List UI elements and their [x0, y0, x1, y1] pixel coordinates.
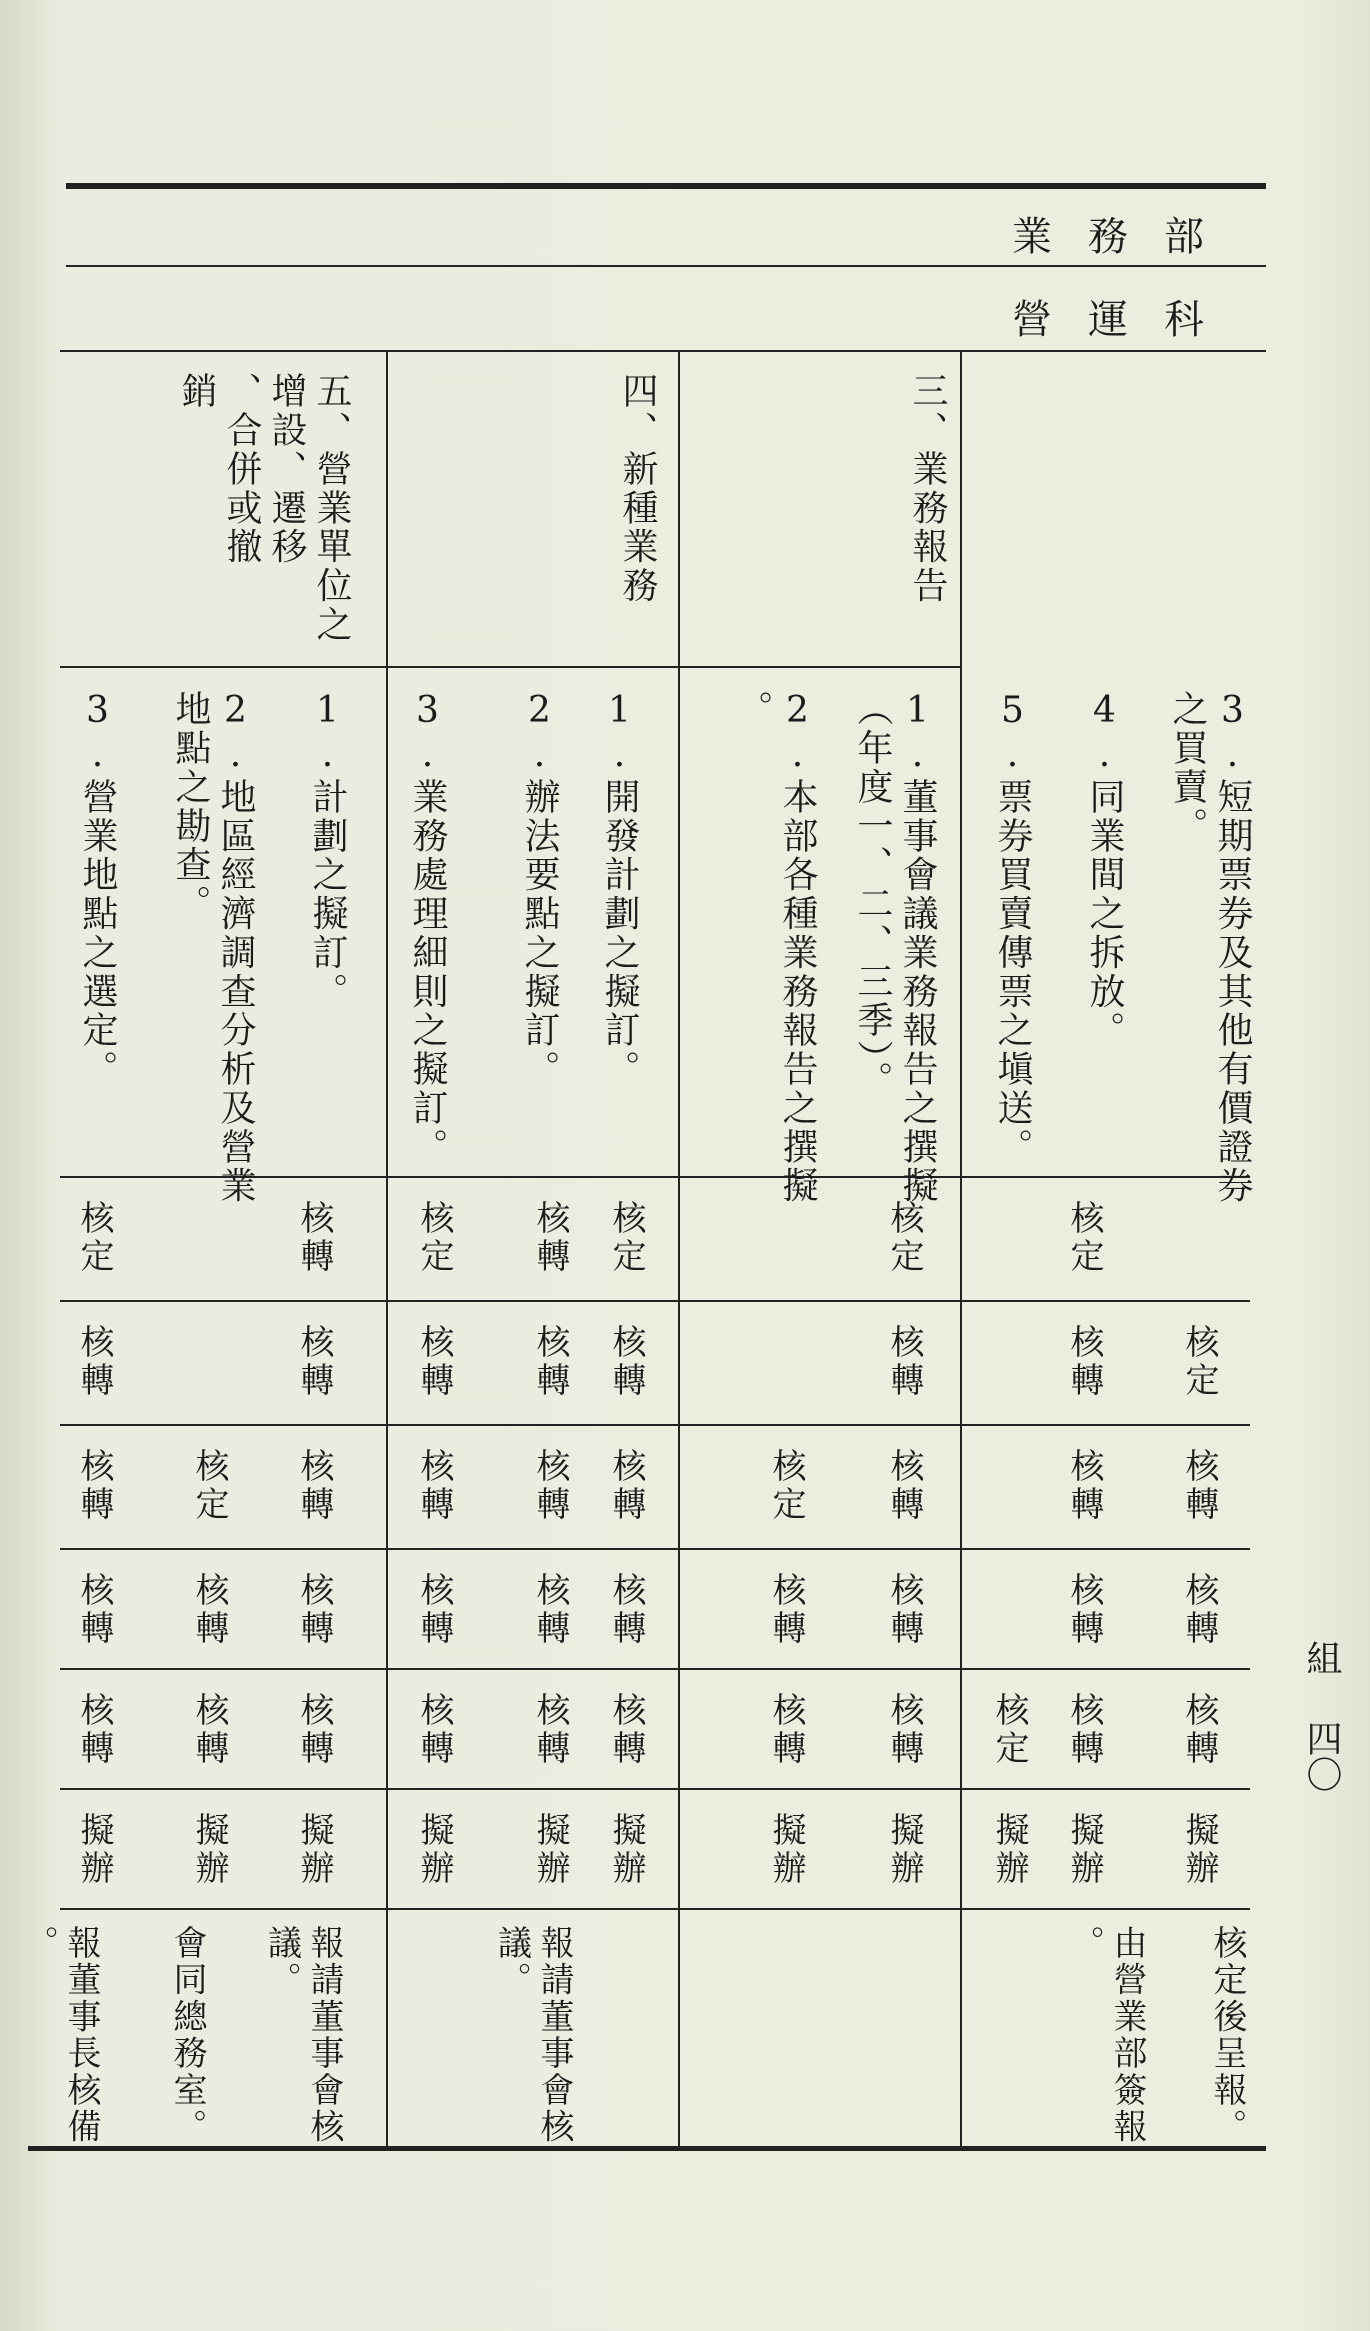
margin-mark-page: 四〇 — [1301, 1720, 1342, 1792]
approval-cell: 擬辦 — [1064, 1812, 1104, 1889]
approval-cell: 核轉 — [1179, 1572, 1219, 1649]
approval-cell: 核轉 — [294, 1200, 334, 1277]
approval-cell: 核轉 — [189, 1572, 229, 1649]
approval-cell: 核轉 — [606, 1324, 646, 1401]
approval-cell: 核轉 — [294, 1692, 334, 1769]
approval-cell: 擬辦 — [74, 1812, 114, 1889]
approval-cell: 核轉 — [1064, 1572, 1104, 1649]
approval-cell: 擬辦 — [606, 1812, 646, 1889]
approval-cell: 核轉 — [1064, 1448, 1104, 1525]
col-4-item-3: 3.業務處理細則之擬訂。 — [407, 690, 448, 1167]
col-2-item-4: 4.同業間之拆放。 — [1084, 690, 1125, 1050]
col-3-item-2: 2.本部各種業務報告之撰擬 。 — [732, 690, 818, 1206]
approval-cell: 核轉 — [606, 1692, 646, 1769]
col-divider-1 — [960, 352, 962, 2148]
col-5-item-2: 2.地區經濟調查分析及營業 地點之勘查。 — [170, 690, 256, 1206]
level-rule-1 — [60, 1300, 1250, 1302]
approval-cell: 擬辦 — [989, 1812, 1029, 1889]
approval-cell: 核轉 — [530, 1448, 570, 1525]
approval-cell: 核定 — [989, 1692, 1029, 1769]
approval-cell: 核轉 — [1064, 1324, 1104, 1401]
col-5-note-3: 報董事長核備 。 — [18, 1925, 101, 2146]
approval-cell: 核轉 — [294, 1324, 334, 1401]
approval-cell: 核轉 — [606, 1572, 646, 1649]
approval-cell: 核定 — [414, 1200, 454, 1277]
col-4-item-2: 2.辦法要點之擬訂。 — [519, 690, 560, 1089]
col-divider-2 — [678, 352, 680, 2148]
approval-cell: 核轉 — [74, 1572, 114, 1649]
approval-cell: 核轉 — [414, 1324, 454, 1401]
approval-cell: 核轉 — [294, 1448, 334, 1525]
department-label: 業務部 — [1012, 214, 1240, 260]
col-5-note-1: 報請董事會核 議。 — [261, 1925, 344, 2146]
level-rule-5 — [60, 1788, 1250, 1790]
col-2-item-3: 3.短期票券及其他有價證券 之買賣。 — [1167, 690, 1253, 1206]
approval-cell: 核定 — [1179, 1324, 1219, 1401]
approval-cell: 核轉 — [884, 1572, 924, 1649]
approval-cell: 核轉 — [414, 1692, 454, 1769]
approval-cell: 核轉 — [294, 1572, 334, 1649]
col-5-note-2: 會同總務室。 — [167, 1925, 207, 2146]
col-5-title: 五、營業單位之 增設、遷移 、合併或撤 銷 — [176, 372, 352, 645]
col-2-note-4: 由營業部簽報 。 — [1064, 1925, 1147, 2146]
approval-cell: 核轉 — [74, 1692, 114, 1769]
header-rule-2 — [60, 350, 1266, 352]
col-4-item-1: 1.開發計劃之擬訂。 — [599, 690, 640, 1089]
approval-cell: 核轉 — [884, 1324, 924, 1401]
approval-cell: 核定 — [606, 1200, 646, 1277]
approval-cell: 擬辦 — [766, 1812, 806, 1889]
approval-cell: 核轉 — [414, 1572, 454, 1649]
bottom-rule — [28, 2146, 1266, 2151]
approval-cell: 核定 — [884, 1200, 924, 1277]
col-5-item-3: 3.營業地點之選定。 — [77, 690, 118, 1089]
approval-cell: 核轉 — [414, 1448, 454, 1525]
level-rule-2 — [60, 1424, 1250, 1426]
approval-cell: 核轉 — [884, 1692, 924, 1769]
approval-cell: 核轉 — [1064, 1692, 1104, 1769]
approval-cell: 核轉 — [74, 1448, 114, 1525]
approval-cell: 核轉 — [74, 1324, 114, 1401]
approval-cell: 核轉 — [1179, 1448, 1219, 1525]
col-divider-3 — [386, 352, 388, 2148]
top-rule — [66, 183, 1266, 189]
approval-cell: 擬辦 — [414, 1812, 454, 1889]
approval-cell: 擬辦 — [189, 1812, 229, 1889]
approval-cell: 核轉 — [530, 1572, 570, 1649]
approval-cell: 擬辦 — [530, 1812, 570, 1889]
level-rule-3 — [60, 1548, 1250, 1550]
col-3-title: 三、業務報告 — [907, 372, 948, 606]
col-2-item-5: 5.票券買賣傳票之塡送。 — [992, 690, 1033, 1167]
approval-cell: 核定 — [766, 1448, 806, 1525]
approval-cell: 擬辦 — [884, 1812, 924, 1889]
col-2-note-3: 核定後呈報。 — [1207, 1925, 1247, 2146]
level-rule-6 — [60, 1908, 1250, 1910]
approval-cell: 核定 — [189, 1448, 229, 1525]
level-rule-4 — [60, 1668, 1250, 1670]
approval-cell: 核轉 — [530, 1324, 570, 1401]
col-5-item-1: 1.計劃之擬訂。 — [307, 690, 348, 1012]
approval-cell: 核轉 — [766, 1692, 806, 1769]
approval-cell: 核轉 — [606, 1448, 646, 1525]
approval-cell: 核轉 — [1179, 1692, 1219, 1769]
approval-cell: 核轉 — [766, 1572, 806, 1649]
section-label: 營運科 — [1012, 297, 1240, 343]
approval-cell: 核轉 — [530, 1692, 570, 1769]
col-3-item-1: 1.董事會議業務報告之撰擬 （年度一、二、三季）。 — [852, 690, 938, 1206]
approval-cell: 擬辦 — [294, 1812, 334, 1889]
approval-cell: 擬辦 — [1179, 1812, 1219, 1889]
title-row-rule — [60, 666, 960, 668]
approval-cell: 核轉 — [530, 1200, 570, 1277]
header-rule-1 — [66, 265, 1266, 267]
approval-cell: 核轉 — [884, 1448, 924, 1525]
approval-cell: 核定 — [1064, 1200, 1104, 1277]
col-4-note-1: 報請董事會核 議。 — [491, 1925, 574, 2146]
approval-cell: 核定 — [74, 1200, 114, 1277]
margin-mark-group: 組 — [1301, 1640, 1342, 1676]
approval-cell: 核轉 — [189, 1692, 229, 1769]
col-4-title: 四、新種業務 — [617, 372, 658, 606]
